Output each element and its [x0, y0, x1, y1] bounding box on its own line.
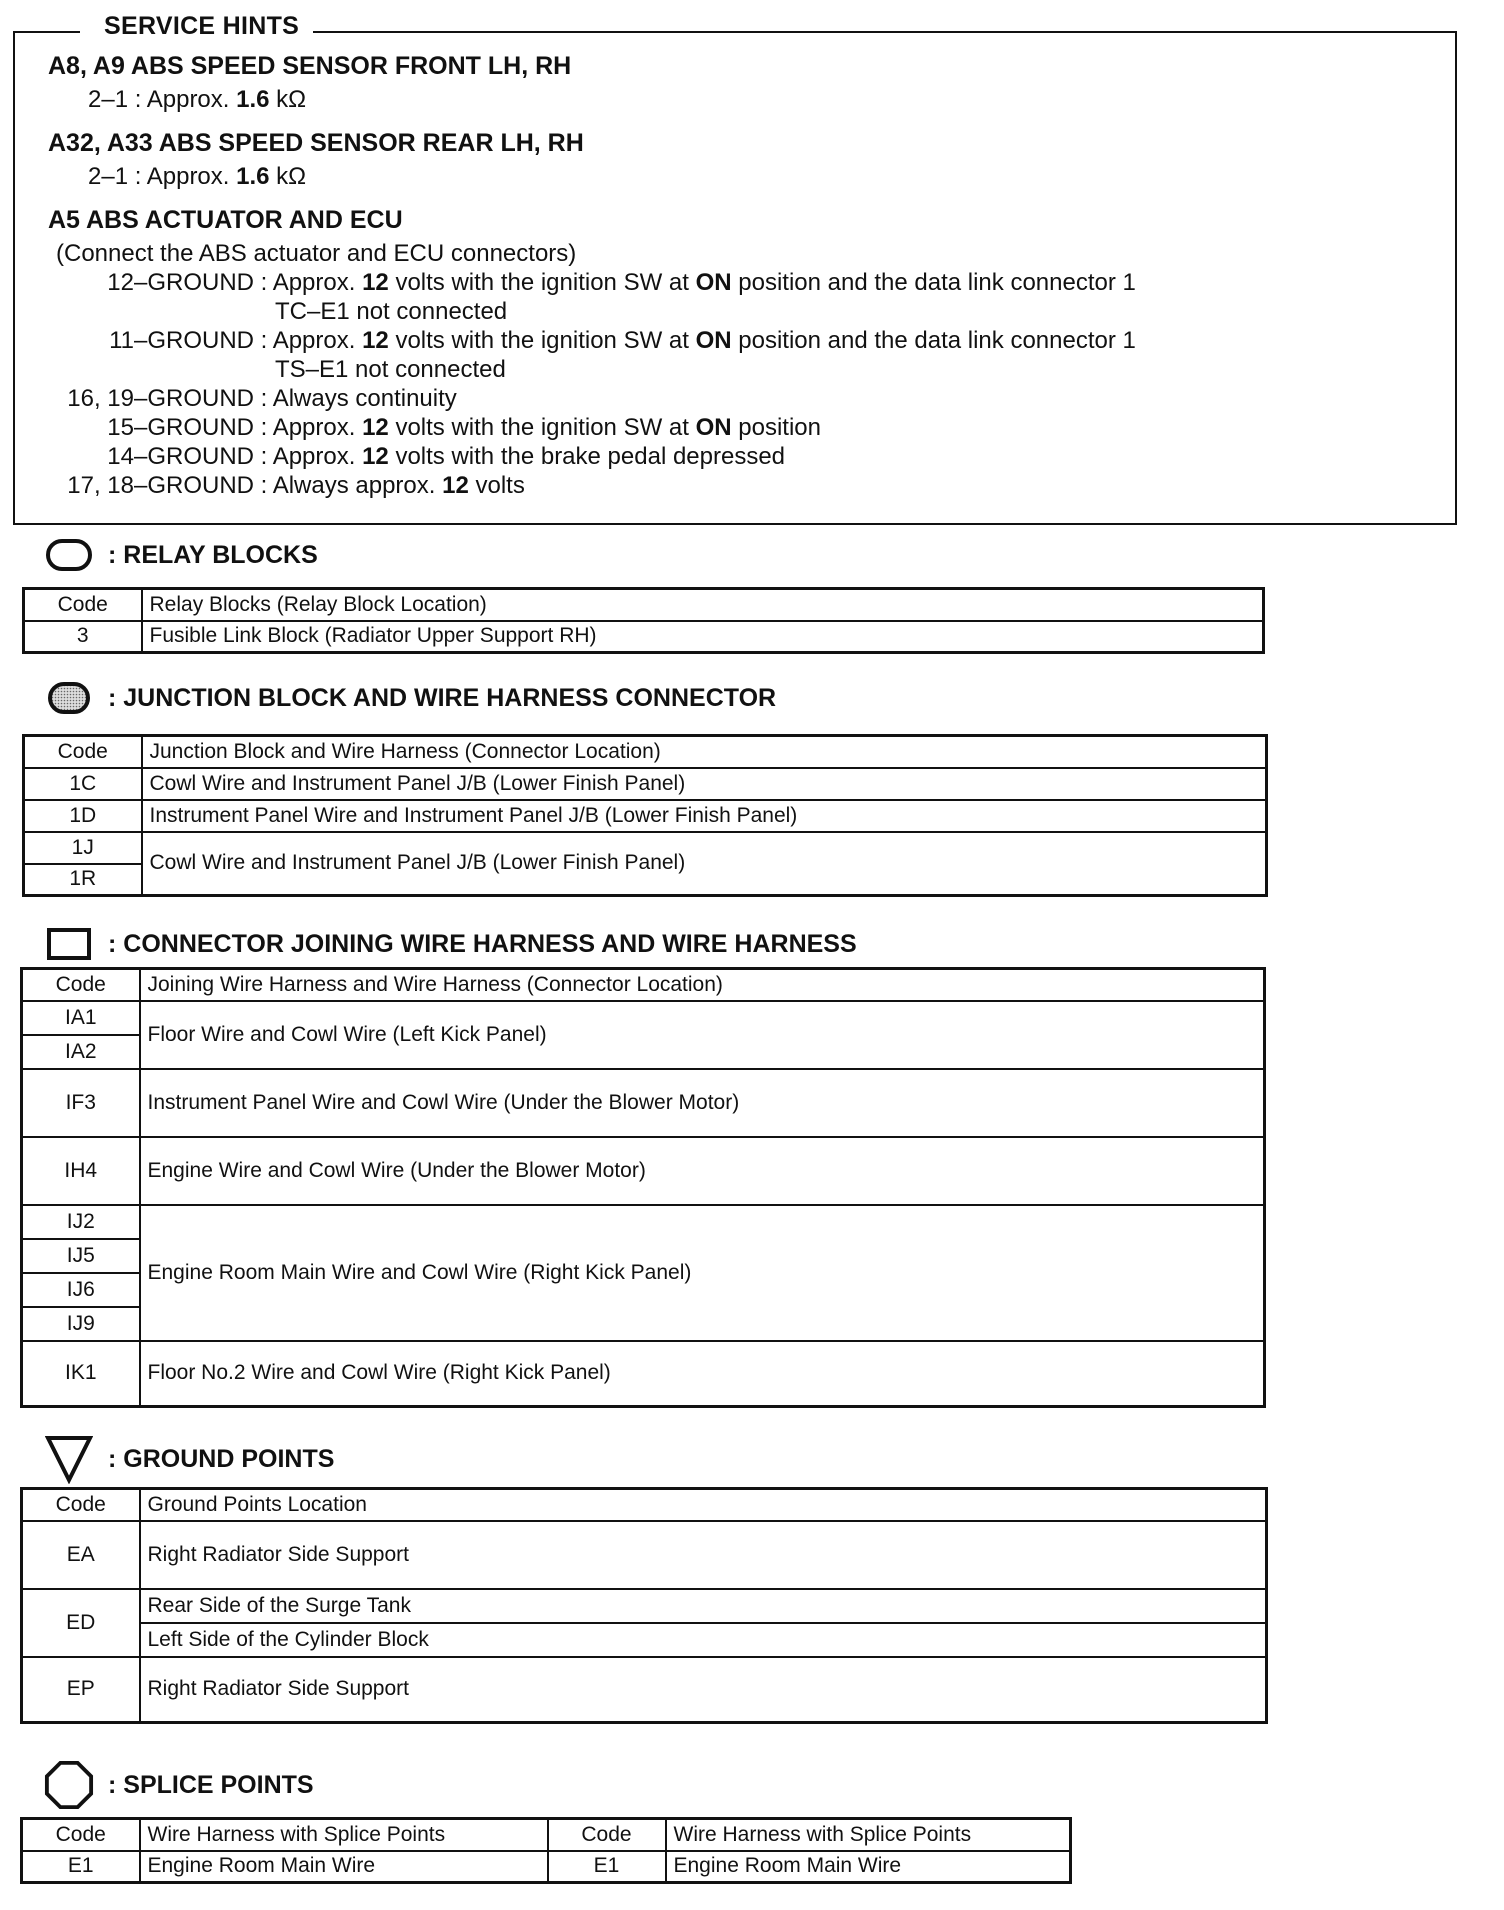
cell-code: IK1 [22, 1341, 140, 1407]
service-hints-title: SERVICE HINTS [80, 12, 313, 41]
splice-point-icon [44, 1758, 94, 1812]
connector-title: : CONNECTOR JOINING WIRE HARNESS AND WIRE HARNESS [108, 929, 857, 958]
hint-text: Approx. 12 volts with the ignition SW at ON position and the data link connector 1 [272, 269, 1136, 296]
cell-desc: Floor No.2 Wire and Cowl Wire (Right Kick Panel) [140, 1341, 1265, 1407]
junction-block-title: : JUNCTION BLOCK AND WIRE HARNESS CONNECTOR [108, 683, 777, 712]
relay-blocks-table [22, 587, 1265, 654]
header-desc: Wire Harness with Splice Points [140, 1819, 548, 1851]
table-header-row [22, 1819, 1071, 1851]
cell-code: 1R [24, 864, 142, 896]
cell-code: IJ5 [22, 1239, 140, 1273]
cell-code: 3 [24, 621, 142, 653]
hint-text: Always continuity [272, 385, 457, 412]
cell-desc: Instrument Panel Wire and Cowl Wire (Under the Blower Motor) [140, 1069, 1265, 1137]
hint-pin: 15–GROUND [107, 414, 254, 441]
cell-code: 1J [24, 832, 142, 864]
header-desc-2: Wire Harness with Splice Points [666, 1819, 1071, 1851]
cell-desc: Engine Room Main Wire and Cowl Wire (Right Kick Panel) [140, 1205, 1265, 1341]
hint-text: Approx. 1.6 kΩ [146, 86, 307, 113]
cell-desc: Right Radiator Side Support [140, 1657, 1267, 1723]
table-row [22, 1341, 1265, 1407]
table-row [22, 1589, 1267, 1623]
cell-desc: Left Side of the Cylinder Block [140, 1623, 1267, 1657]
header-code: Code [22, 969, 140, 1001]
table-header-row [22, 1489, 1267, 1521]
table-header-row [22, 969, 1265, 1001]
cell-code: 1D [24, 800, 142, 832]
cell-desc: Fusible Link Block (Radiator Upper Support RH) [142, 621, 1264, 653]
header-desc: Ground Points Location [140, 1489, 1267, 1521]
hint-line: 16, 19–GROUND : Always continuity [56, 385, 457, 413]
ground-points-table [20, 1487, 1268, 1724]
ground-points-title: : GROUND POINTS [108, 1444, 335, 1473]
hint-line: 17, 18–GROUND : Always approx. 12 volts [56, 472, 525, 500]
hint-text: Approx. 12 volts with the ignition SW at ON position and the data link connector 1 [272, 327, 1136, 354]
cell-code: IH4 [22, 1137, 140, 1205]
junction-block-table [22, 734, 1268, 897]
header-code: Code [24, 736, 142, 768]
table-row [22, 1657, 1267, 1723]
hint-pin: 16, 19–GROUND [67, 385, 254, 412]
hint-pin: 17, 18–GROUND [67, 472, 254, 499]
cell-desc-2: Engine Room Main Wire [666, 1851, 1071, 1883]
table-row [22, 1851, 1071, 1883]
cell-code: E1 [22, 1851, 140, 1883]
hint-pin: 14–GROUND [107, 443, 254, 470]
cell-desc: Floor Wire and Cowl Wire (Left Kick Panel) [140, 1001, 1265, 1069]
hint-pin: 2–1 [88, 163, 129, 190]
table-header-row [24, 736, 1267, 768]
relay-block-icon [44, 535, 94, 575]
hint-note: (Connect the ABS actuator and ECU connectors) [56, 240, 577, 267]
cell-desc: Engine Wire and Cowl Wire (Under the Blower Motor) [140, 1137, 1265, 1205]
cell-code: ED [22, 1589, 140, 1657]
cell-code-2: E1 [548, 1851, 666, 1883]
cell-desc: Engine Room Main Wire [140, 1851, 548, 1883]
splice-points-title: : SPLICE POINTS [108, 1770, 314, 1799]
table-row [24, 768, 1267, 800]
connector-header [44, 924, 857, 964]
hint-heading-rear-sensor: A32, A33 ABS SPEED SENSOR REAR LH, RH [48, 129, 584, 157]
connector-icon [44, 924, 94, 964]
hint-pin: 2–1 [88, 86, 129, 113]
ground-point-icon [44, 1433, 94, 1485]
cell-code: IA1 [22, 1001, 140, 1035]
table-row [24, 832, 1267, 864]
hint-line: 14–GROUND : Approx. 12 volts with the brake pedal depressed [56, 443, 785, 471]
table-header-row [24, 589, 1264, 621]
table-row [22, 1205, 1265, 1239]
hint-heading-front-sensor: A8, A9 ABS SPEED SENSOR FRONT LH, RH [48, 52, 572, 80]
table-row [22, 1623, 1267, 1657]
cell-code: IJ6 [22, 1273, 140, 1307]
header-desc: Joining Wire Harness and Wire Harness (Connector Location) [140, 969, 1265, 1001]
table-row [22, 1001, 1265, 1035]
table-row [24, 800, 1267, 832]
cell-code: IA2 [22, 1035, 140, 1069]
relay-blocks-title: : RELAY BLOCKS [108, 540, 318, 569]
hint-text: Approx. 12 volts with the brake pedal depressed [272, 443, 786, 470]
hint-text: Approx. 1.6 kΩ [146, 163, 307, 190]
junction-block-header [44, 678, 776, 718]
splice-points-table [20, 1817, 1072, 1884]
header-desc: Junction Block and Wire Harness (Connector Location) [142, 736, 1267, 768]
cell-desc: Instrument Panel Wire and Instrument Panel J/B (Lower Finish Panel) [142, 800, 1267, 832]
hint-line: 2–1 : Approx. 1.6 kΩ [88, 86, 307, 113]
hint-pin: 12–GROUND [107, 269, 254, 296]
cell-desc: Rear Side of the Surge Tank [140, 1589, 1267, 1623]
hint-heading-actuator-ecu: A5 ABS ACTUATOR AND ECU [48, 206, 403, 234]
connector-table [20, 967, 1266, 1408]
hint-line: 11–GROUND : Approx. 12 volts with the ignition SW at ON position and the data link connector 1 [56, 327, 1136, 355]
hint-line: 12–GROUND : Approx. 12 volts with the ignition SW at ON position and the data link connector 1 [56, 269, 1136, 297]
header-code-2: Code [548, 1819, 666, 1851]
cell-code: IF3 [22, 1069, 140, 1137]
header-code: Code [22, 1489, 140, 1521]
ground-points-header [44, 1433, 334, 1485]
cell-desc: Right Radiator Side Support [140, 1521, 1267, 1589]
cell-code: EP [22, 1657, 140, 1723]
hint-line: 15–GROUND : Approx. 12 volts with the ignition SW at ON position [56, 414, 821, 442]
hint-text: Approx. 12 volts with the ignition SW at ON position [272, 414, 821, 441]
hint-text: Always approx. 12 volts [272, 472, 525, 499]
cell-code: 1C [24, 768, 142, 800]
hint-continuation: TS–E1 not connected [275, 356, 506, 383]
table-row [22, 1137, 1265, 1205]
table-row [22, 1521, 1267, 1589]
junction-block-icon [44, 678, 94, 718]
relay-blocks-header [44, 535, 318, 575]
cell-code: IJ2 [22, 1205, 140, 1239]
hint-continuation: TC–E1 not connected [275, 298, 508, 325]
cell-desc: Cowl Wire and Instrument Panel J/B (Lower Finish Panel) [142, 768, 1267, 800]
header-code: Code [24, 589, 142, 621]
header-desc: Relay Blocks (Relay Block Location) [142, 589, 1264, 621]
hint-line: 2–1 : Approx. 1.6 kΩ [88, 163, 307, 190]
table-row [24, 621, 1264, 653]
hint-pin: 11–GROUND [109, 327, 254, 354]
table-row [22, 1069, 1265, 1137]
cell-desc: Cowl Wire and Instrument Panel J/B (Lower Finish Panel) [142, 832, 1267, 896]
header-code: Code [22, 1819, 140, 1851]
cell-code: IJ9 [22, 1307, 140, 1341]
splice-points-header [44, 1758, 314, 1812]
cell-code: EA [22, 1521, 140, 1589]
